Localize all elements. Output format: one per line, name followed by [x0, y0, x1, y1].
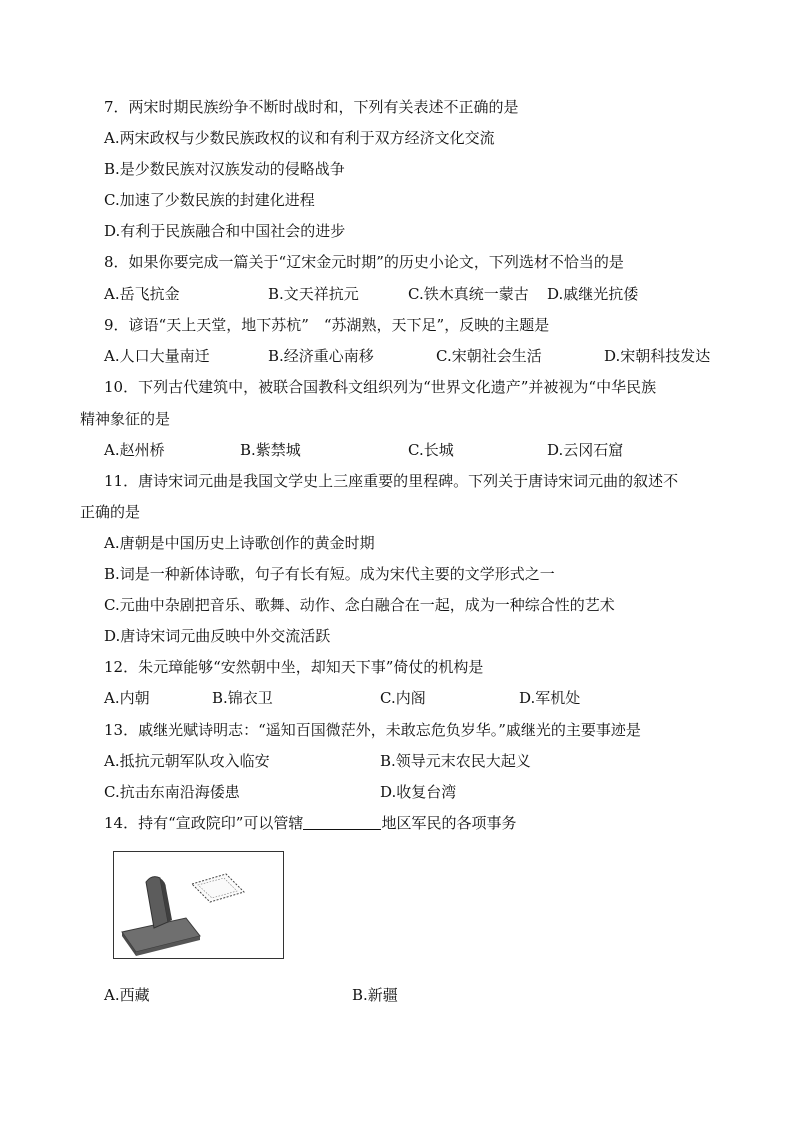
q8-option-a: A.岳飞抗金 [104, 285, 180, 303]
q8-option-b: B.文天祥抗元 [268, 285, 359, 303]
q7-option-a: A.两宋政权与少数民族政权的议和有利于双方经济文化交流 [104, 129, 495, 147]
q11-option-b: B.词是一种新体诗歌，句子有长有短。成为宋代主要的文学形式之一 [104, 565, 555, 583]
q13-option-b: B.领导元末农民大起义 [380, 752, 531, 770]
q10-stem-line2: 精神象征的是 [80, 410, 171, 428]
q12-option-b: B.锦衣卫 [212, 689, 273, 707]
q14-option-b: B.新疆 [352, 986, 398, 1004]
seal-illustration [114, 852, 282, 957]
q13-option-a: A.抵抗元朝军队攻入临安 [104, 752, 270, 770]
q13-option-d: D.收复台湾 [380, 783, 457, 801]
q8-option-d: D.戚继光抗倭 [547, 285, 639, 303]
q12-option-d: D.军机处 [519, 689, 581, 707]
q9-option-d: D.宋朝科技发达 [604, 347, 711, 365]
q7-option-c: C.加速了少数民族的封建化进程 [104, 191, 315, 209]
q11-option-c: C.元曲中杂剧把音乐、歌舞、动作、念白融合在一起，成为一种综合性的艺术 [104, 596, 615, 614]
q13-option-c: C.抗击东南沿海倭患 [104, 783, 240, 801]
q14-stem-before: 14．持有“宣政院印”可以管辖 [104, 814, 304, 832]
q7-stem: 7．两宋时期民族纷争不断时战时和，下列有关表述不正确的是 [104, 98, 519, 116]
q9-option-c: C.宋朝社会生活 [436, 347, 542, 365]
q10-option-b: B.紫禁城 [240, 441, 301, 459]
q10-stem-line1: 10．下列古代建筑中，被联合国教科文组织列为“世界文化遗产”并被视为“中华民族 [104, 378, 657, 396]
q9-option-a: A.人口大量南迁 [104, 347, 210, 365]
q9-option-b: B.经济重心南移 [268, 347, 374, 365]
q10-option-c: C.长城 [408, 441, 454, 459]
q7-option-d: D.有利于民族融合和中国社会的进步 [104, 222, 346, 240]
q12-option-c: C.内阁 [380, 689, 426, 707]
q13-stem: 13．戚继光赋诗明志：“遥知百国微茫外，未敢忘危负岁华。”戚继光的主要事迹是 [104, 721, 641, 739]
q12-option-a: A.内朝 [104, 689, 150, 707]
q14-option-a: A.西藏 [104, 986, 150, 1004]
q12-stem: 12．朱元璋能够“安然朝中坐，却知天下事”倚仗的机构是 [104, 658, 484, 676]
q11-option-d: D.唐诗宋词元曲反映中外交流活跃 [104, 627, 331, 645]
q8-stem: 8．如果你要完成一篇关于“辽宋金元时期”的历史小论文，下列选材不恰当的是 [104, 253, 624, 271]
q8-option-c: C.铁木真统一蒙古 [408, 285, 529, 303]
q7-option-b: B.是少数民族对汉族发动的侵略战争 [104, 160, 345, 178]
q10-option-d: D.云冈石窟 [547, 441, 624, 459]
seal-image [113, 851, 284, 959]
q11-option-a: A.唐朝是中国历史上诗歌创作的黄金时期 [104, 534, 375, 552]
q11-stem-line2: 正确的是 [80, 503, 141, 521]
q10-option-a: A.赵州桥 [104, 441, 165, 459]
q14-answer-blank [303, 814, 381, 830]
q14-stem [104, 813, 516, 833]
q11-stem-line1: 11．唐诗宋词元曲是我国文学史上三座重要的里程碑。下列关于唐诗宋词元曲的叙述不 [104, 472, 679, 490]
q14-stem-after: 地区军民的各项事务 [381, 814, 517, 832]
q9-stem: 9．谚语“天上天堂，地下苏杭” “苏湖熟，天下足”，反映的主题是 [104, 316, 550, 334]
